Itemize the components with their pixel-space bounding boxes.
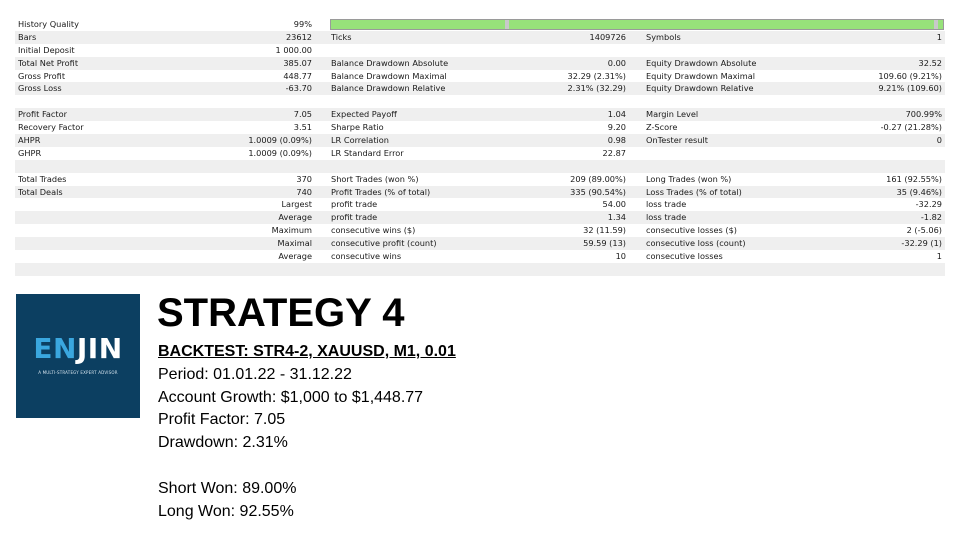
report-row: [15, 160, 945, 173]
report-row: [15, 237, 945, 250]
report-label: Bars: [18, 31, 37, 42]
logo-en: EN: [33, 332, 77, 365]
period-line: Period: 01.01.22 - 31.12.22: [158, 365, 352, 383]
report-label: Margin Level: [646, 109, 699, 120]
report-value: 32.52: [918, 57, 942, 68]
report-label: Symbols: [646, 31, 681, 42]
report-label: Profit Factor: [18, 109, 68, 120]
report-label: consecutive losses: [646, 251, 723, 262]
report-label: GHPR: [18, 147, 42, 158]
report-value: 1: [936, 31, 942, 42]
report-label: Ticks: [331, 31, 352, 42]
report-value: 99%: [293, 19, 312, 29]
report-label: History Quality: [18, 19, 79, 29]
spacer: [158, 455, 456, 478]
report-label: Sharpe Ratio: [331, 122, 384, 133]
strategy-summary: [158, 341, 456, 523]
report-label: Balance Drawdown Relative: [331, 83, 446, 94]
report-row: [15, 57, 945, 70]
report-label: consecutive wins ($): [331, 225, 416, 236]
report-value: 0.00: [607, 57, 626, 68]
report-row: [15, 224, 945, 237]
report-row: [15, 31, 945, 44]
report-label: Long Trades (won %): [646, 173, 732, 184]
report-label: Balance Drawdown Maximal: [331, 70, 447, 81]
report-label: Gross Loss: [18, 83, 62, 94]
report-label: Short Trades (won %): [331, 173, 419, 184]
report-label: Total Deals: [18, 186, 63, 197]
report-value: Maximal: [277, 238, 312, 249]
report-label: OnTester result: [646, 135, 708, 146]
report-value: 7.05: [293, 109, 312, 120]
report-value: 1 000.00: [275, 44, 312, 55]
report-value: 2 (-5.06): [906, 225, 942, 236]
report-value: Average: [278, 251, 312, 262]
report-row: [15, 211, 945, 224]
report-value: 0.98: [607, 135, 626, 146]
report-value: 59.59 (13): [583, 238, 626, 249]
report-value: -63.70: [285, 83, 312, 94]
logo-tagline: A MULTI-STRATEGY EXPERT ADVISOR: [38, 370, 118, 375]
account-growth-line: Account Growth: $1,000 to $1,448.77: [158, 388, 424, 406]
report-label: Balance Drawdown Absolute: [331, 57, 449, 68]
short-won-line: Short Won: 89.00%: [158, 479, 297, 497]
report-value: 1.04: [607, 109, 626, 120]
strategy-title: STRATEGY 4: [157, 291, 405, 335]
logo-wordmark: [16, 332, 140, 365]
report-value: 9.21% (109.60): [878, 83, 942, 94]
report-value: 22.87: [602, 147, 626, 158]
report-value: 1.0009 (0.09%): [248, 135, 312, 146]
report-value: 109.60 (9.21%): [878, 70, 942, 81]
report-label: Expected Payoff: [331, 109, 397, 120]
report-label: Equity Drawdown Maximal: [646, 70, 756, 81]
report-value: 54.00: [602, 199, 626, 210]
history-quality-mark: [934, 20, 938, 29]
report-row: [15, 18, 945, 31]
report-row: [15, 108, 945, 121]
report-value: 32.29 (2.31%): [567, 70, 626, 81]
report-value: -0.27 (21.28%): [880, 122, 942, 133]
report-label: Initial Deposit: [18, 44, 75, 55]
report-row: [15, 82, 945, 95]
profit-factor-line: Profit Factor: 7.05: [158, 411, 286, 429]
report-label: Total Net Profit: [18, 57, 79, 68]
report-row: [15, 134, 945, 147]
report-row: [15, 70, 945, 83]
report-value: 1.0009 (0.09%): [248, 147, 312, 158]
drawdown-line: Drawdown: 2.31%: [158, 434, 288, 452]
report-label: profit trade: [331, 199, 378, 210]
report-value: 3.51: [293, 122, 312, 133]
report-label: consecutive wins: [331, 251, 402, 262]
report-label: Equity Drawdown Relative: [646, 83, 754, 94]
report-label: consecutive losses ($): [646, 225, 737, 236]
report-value: -32.29: [915, 199, 942, 210]
report-row: [15, 186, 945, 199]
report-label: Profit Trades (% of total): [331, 186, 431, 197]
report-value: -32.29 (1): [901, 238, 942, 249]
report-row: [15, 147, 945, 160]
report-row: [15, 121, 945, 134]
report-value: 448.77: [283, 70, 312, 81]
report-label: Total Trades: [18, 173, 67, 184]
backtest-report-table: [15, 18, 945, 276]
history-quality-bar: [330, 19, 944, 30]
report-label: AHPR: [18, 135, 41, 146]
report-label: Z-Score: [646, 122, 678, 133]
logo-jin: JIN: [76, 332, 123, 365]
report-label: loss trade: [646, 199, 687, 210]
report-value: 35 (9.46%): [896, 186, 942, 197]
report-value: 370: [296, 173, 312, 184]
report-value: Maximum: [271, 225, 312, 236]
report-row: [15, 95, 945, 108]
report-value: 32 (11.59): [583, 225, 626, 236]
report-value: -1.82: [920, 212, 942, 223]
history-quality-fill: [331, 20, 943, 29]
report-value: 209 (89.00%): [570, 173, 626, 184]
report-value: 23612: [285, 31, 312, 42]
report-value: 9.20: [607, 122, 626, 133]
history-quality-mark: [505, 20, 509, 29]
report-value: Average: [278, 212, 312, 223]
report-row: [15, 173, 945, 186]
report-label: profit trade: [331, 212, 378, 223]
report-label: consecutive profit (count): [331, 238, 437, 249]
report-label: LR Standard Error: [331, 147, 404, 158]
report-value: 1.34: [607, 212, 626, 223]
backtest-line: BACKTEST: STR4-2, XAUUSD, M1, 0.01: [158, 343, 456, 360]
report-value: 385.07: [283, 57, 312, 68]
report-value: 1: [936, 251, 942, 262]
enjin-logo: [16, 294, 140, 418]
report-value: 10: [615, 251, 626, 262]
report-value: 1409726: [589, 31, 626, 42]
report-value: 700.99%: [905, 109, 942, 120]
report-row: [15, 263, 945, 276]
report-value: 335 (90.54%): [570, 186, 626, 197]
report-row: [15, 198, 945, 211]
report-label: consecutive loss (count): [646, 238, 746, 249]
report-value: 2.31% (32.29): [567, 83, 626, 94]
report-value: 161 (92.55%): [886, 173, 942, 184]
report-value: 740: [296, 186, 312, 197]
long-won-line: Long Won: 92.55%: [158, 502, 294, 520]
report-row: [15, 250, 945, 263]
report-value: 0: [936, 135, 942, 146]
report-row: [15, 44, 945, 57]
report-value: Largest: [281, 199, 312, 210]
report-label: Gross Profit: [18, 70, 66, 81]
report-label: Loss Trades (% of total): [646, 186, 742, 197]
report-label: LR Correlation: [331, 135, 389, 146]
report-label: Recovery Factor: [18, 122, 84, 133]
report-label: Equity Drawdown Absolute: [646, 57, 757, 68]
report-label: loss trade: [646, 212, 687, 223]
